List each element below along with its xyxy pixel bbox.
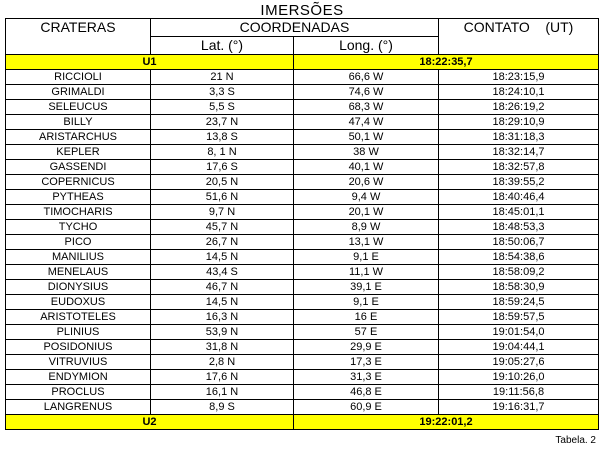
cell-lat: 51,6 N [151,190,294,205]
cell-long: 9,1 E [294,250,439,265]
cell-contato: 18:59:24,5 [439,295,599,310]
cell-lat: 14,5 N [151,295,294,310]
cell-cratera: ENDYMION [6,370,151,385]
table-row [6,85,599,100]
cell-cratera: TYCHO [6,220,151,235]
cell-contato: 18:32:57,8 [439,160,599,175]
cell-lat: 13,8 S [151,130,294,145]
cell-lat: 46,7 N [151,280,294,295]
cell-contato: 18:24:10,1 [439,85,599,100]
cell-contato: 18:50:06,7 [439,235,599,250]
u2-label: U2 [6,415,294,430]
cell-cratera: BILLY [6,115,151,130]
cell-lat: 8,9 S [151,400,294,415]
table-row [6,175,599,190]
cell-cratera: MANILIUS [6,250,151,265]
header-lat: Lat. (°) [151,37,294,55]
table-row [6,340,599,355]
cell-lat: 53,9 N [151,325,294,340]
cell-lat: 17,6 N [151,370,294,385]
cell-long: 9,4 W [294,190,439,205]
cell-long: 66,6 W [294,70,439,85]
cell-contato: 18:59:57,5 [439,310,599,325]
header-contato: CONTATO (UT) [439,19,599,55]
table-title: IMERSÕES [260,2,344,19]
cell-lat: 3,3 S [151,85,294,100]
cell-lat: 8, 1 N [151,145,294,160]
table-row [6,280,599,295]
cell-long: 20,1 W [294,205,439,220]
u1-time: 18:22:35,7 [294,55,599,70]
cell-contato: 18:31:18,3 [439,130,599,145]
cell-cratera: COPERNICUS [6,175,151,190]
cell-cratera: KEPLER [6,145,151,160]
cell-contato: 18:26:19,2 [439,100,599,115]
header-long: Long. (°) [294,37,439,55]
table-row [6,310,599,325]
cell-cratera: PICO [6,235,151,250]
cell-cratera: MENELAUS [6,265,151,280]
cell-long: 39,1 E [294,280,439,295]
cell-long: 11,1 W [294,265,439,280]
table-row [6,220,599,235]
cell-lat: 14,5 N [151,250,294,265]
cell-lat: 9,7 N [151,205,294,220]
cell-contato: 18:58:09,2 [439,265,599,280]
cell-lat: 26,7 N [151,235,294,250]
cell-long: 16 E [294,310,439,325]
cell-cratera: PROCLUS [6,385,151,400]
cell-contato: 19:01:54,0 [439,325,599,340]
cell-cratera: LANGRENUS [6,400,151,415]
cell-cratera: ARISTOTELES [6,310,151,325]
cell-cratera: EUDOXUS [6,295,151,310]
u1-label: U1 [6,55,294,70]
table-row [6,295,599,310]
cell-long: 9,1 E [294,295,439,310]
cell-lat: 43,4 S [151,265,294,280]
cell-long: 20,6 W [294,175,439,190]
cell-contato: 18:40:46,4 [439,190,599,205]
cell-cratera: PLINIUS [6,325,151,340]
cell-contato: 19:11:56,8 [439,385,599,400]
cell-cratera: PYTHEAS [6,190,151,205]
table-row [6,130,599,145]
table-caption: Tabela. 2 [555,435,596,446]
cell-long: 50,1 W [294,130,439,145]
cell-cratera: VITRUVIUS [6,355,151,370]
table-row [6,250,599,265]
cell-cratera: SELEUCUS [6,100,151,115]
cell-long: 74,6 W [294,85,439,100]
cell-contato: 18:23:15,9 [439,70,599,85]
header-crateras: CRATERAS [6,19,151,55]
cell-lat: 31,8 N [151,340,294,355]
table-row [6,400,599,415]
header-row-1 [6,19,599,37]
cell-cratera: RICCIOLI [6,70,151,85]
cell-contato: 18:58:30,9 [439,280,599,295]
table-row [6,355,599,370]
u2-row [6,415,599,430]
cell-cratera: TIMOCHARIS [6,205,151,220]
cell-long: 57 E [294,325,439,340]
cell-long: 68,3 W [294,100,439,115]
table-row [6,160,599,175]
cell-contato: 18:32:14,7 [439,145,599,160]
cell-cratera: GASSENDI [6,160,151,175]
table-row [6,115,599,130]
u2-time: 19:22:01,2 [294,415,599,430]
cell-lat: 45,7 N [151,220,294,235]
cell-long: 13,1 W [294,235,439,250]
cell-contato: 19:16:31,7 [439,400,599,415]
cell-lat: 16,3 N [151,310,294,325]
table-row [6,145,599,160]
table-row [6,100,599,115]
table-row [6,70,599,85]
cell-lat: 17,6 S [151,160,294,175]
cell-long: 38 W [294,145,439,160]
table-row [6,205,599,220]
cell-long: 8,9 W [294,220,439,235]
u1-row [6,55,599,70]
cell-cratera: DIONYSIUS [6,280,151,295]
cell-contato: 18:39:55,2 [439,175,599,190]
cell-cratera: POSIDONIUS [6,340,151,355]
header-coordenadas: COORDENADAS [151,19,439,37]
cell-long: 17,3 E [294,355,439,370]
cell-long: 40,1 W [294,160,439,175]
cell-long: 31,3 E [294,370,439,385]
cell-lat: 2,8 N [151,355,294,370]
cell-cratera: GRIMALDI [6,85,151,100]
table-row [6,235,599,250]
cell-contato: 18:45:01,1 [439,205,599,220]
cell-lat: 20,5 N [151,175,294,190]
craters-table [5,18,599,430]
cell-contato: 18:29:10,9 [439,115,599,130]
table-row [6,385,599,400]
cell-contato: 18:54:38,6 [439,250,599,265]
cell-long: 47,4 W [294,115,439,130]
cell-contato: 19:05:27,6 [439,355,599,370]
cell-long: 46,8 E [294,385,439,400]
cell-lat: 23,7 N [151,115,294,130]
table-row [6,325,599,340]
cell-contato: 18:48:53,3 [439,220,599,235]
table-row [6,190,599,205]
cell-lat: 21 N [151,70,294,85]
cell-lat: 16,1 N [151,385,294,400]
cell-long: 60,9 E [294,400,439,415]
table-row [6,370,599,385]
cell-contato: 19:04:44,1 [439,340,599,355]
cell-cratera: ARISTARCHUS [6,130,151,145]
table-row [6,265,599,280]
cell-contato: 19:10:26,0 [439,370,599,385]
cell-lat: 5,5 S [151,100,294,115]
cell-long: 29,9 E [294,340,439,355]
